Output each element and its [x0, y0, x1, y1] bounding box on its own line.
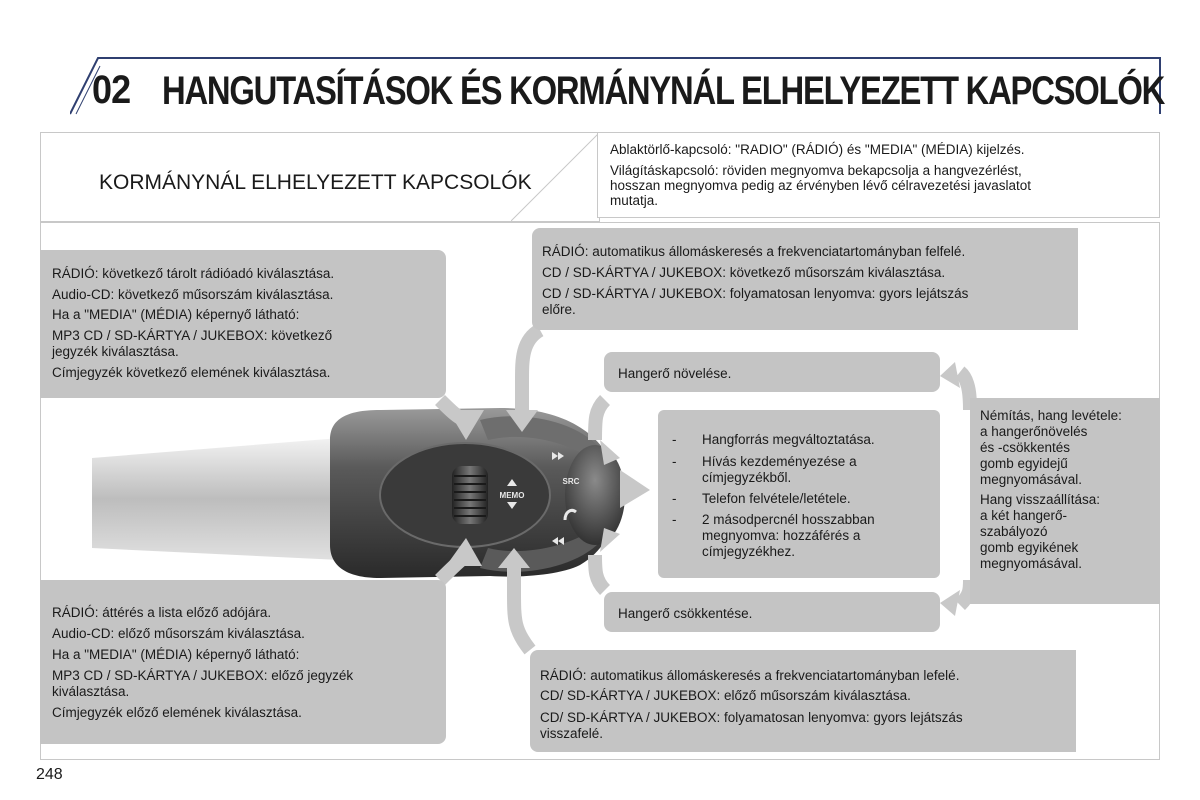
top-note-line: Ablaktörlő-kapcsoló: "RADIO" (RÁDIÓ) és "MEDIA" (MÉDIA) kijelzés. [610, 142, 1025, 157]
mute-info-box [970, 398, 1160, 604]
info-line: RÁDIÓ: automatikus állomáskeresés a frekvenciatartományban felfelé. [542, 244, 966, 259]
volume-up-label: Hangerő növelése. [618, 366, 732, 381]
page-number: 248 [36, 766, 63, 783]
src-phone-cap[interactable] [562, 445, 625, 545]
info-line: MP3 CD / SD-KÁRTYA / JUKEBOX: előző jegyzék [52, 668, 354, 683]
info-line: gomb egyikének [980, 540, 1079, 555]
info-line: CD / SD-KÁRTYA / JUKEBOX: folyamatosan lenyomva: gyors lejátszás [542, 286, 969, 301]
function-item: címjegyzékből. [702, 470, 792, 485]
function-item: Hangforrás megváltoztatása. [702, 432, 875, 447]
info-line: jegyzék kiválasztása. [52, 344, 179, 359]
top-note-line: hosszan megnyomva pedig az érvényben lévő célravezetési javaslatot [610, 178, 1031, 193]
info-line: megnyomásával. [980, 472, 1083, 487]
info-line: visszafelé. [540, 726, 604, 741]
info-line: RÁDIÓ: áttérés a lista előző adójára. [52, 605, 272, 620]
info-line: MP3 CD / SD-KÁRTYA / JUKEBOX: következő [52, 328, 333, 343]
src-label: SRC [562, 477, 580, 486]
info-line: a hangerőnövelés [980, 424, 1088, 439]
top-note-line: Világításkapcsoló: röviden megnyomva bekapcsolja a hangvezérlést, [610, 163, 1022, 178]
info-line: Audio-CD: következő műsorszám kiválasztása. [52, 287, 334, 302]
seek-down-info-box [530, 650, 1076, 752]
top-note-line: mutatja. [610, 193, 659, 208]
info-line: RÁDIÓ: automatikus állomáskeresés a frekvenciatartományban lefelé. [540, 668, 960, 683]
info-line: Hang visszaállítása: [980, 492, 1101, 507]
info-line: megnyomásával. [980, 556, 1083, 571]
list-dash: - [672, 491, 677, 506]
chapter-number: 02 [92, 68, 131, 112]
previous-info-box [40, 580, 446, 744]
seek-up-info-box [532, 228, 1078, 330]
memo-label: MEMO [499, 491, 525, 500]
arrow-to-cap [620, 470, 650, 508]
list-dash: - [672, 512, 677, 527]
page-title: HANGUTASÍTÁSOK ÉS KORMÁNYNÁL ELHELYEZETT KAPCSOLÓK [162, 69, 1165, 113]
info-line: CD / SD-KÁRTYA / JUKEBOX: következő műsorszám kiválasztása. [542, 265, 946, 280]
info-line: előre. [542, 302, 576, 317]
volume-down-box [604, 592, 940, 632]
list-dash: - [672, 432, 677, 447]
function-item: Telefon felvétele/letétele. [702, 491, 851, 506]
info-line: Audio-CD: előző műsorszám kiválasztása. [52, 626, 305, 641]
info-line: és -csökkentés [980, 440, 1071, 455]
volume-down-label: Hangerő csökkentése. [618, 606, 753, 621]
section-subtitle: KORMÁNYNÁL ELHELYEZETT KAPCSOLÓK [99, 171, 532, 194]
info-line: RÁDIÓ: következő tárolt rádióadó kiválasztása. [52, 266, 335, 281]
info-line: Címjegyzék következő elemének kiválasztása. [52, 365, 331, 380]
info-line: a két hangerő- [980, 508, 1068, 523]
info-line: gomb egyidejű [980, 456, 1068, 471]
info-line: kiválasztása. [52, 684, 130, 699]
function-item: címjegyzékhez. [702, 544, 796, 559]
arrow-mute-down [940, 590, 960, 616]
info-line: Címjegyzék előző elemének kiválasztása. [52, 705, 302, 720]
list-dash: - [672, 454, 677, 469]
function-item: megnyomva: hozzáférés a [702, 528, 861, 543]
stalk-shaft [92, 438, 340, 560]
arrow-mute-up [940, 362, 960, 388]
info-line: CD/ SD-KÁRTYA / JUKEBOX: folyamatosan lenyomva: gyors lejátszás [540, 710, 963, 725]
src-phone-info-box [658, 410, 940, 578]
function-item: Hívás kezdeményezése a [702, 454, 857, 469]
info-line: Ha a "MEDIA" (MÉDIA) képernyő látható: [52, 307, 300, 322]
volume-up-box [604, 352, 940, 392]
next-info-box [40, 250, 446, 398]
info-line: szabályozó [980, 524, 1048, 539]
function-item: 2 másodpercnél hosszabban [702, 512, 875, 527]
info-line: Ha a "MEDIA" (MÉDIA) képernyő látható: [52, 647, 300, 662]
info-line: CD/ SD-KÁRTYA / JUKEBOX: előző műsorszám kiválasztása. [540, 688, 911, 703]
info-line: Némítás, hang levétele: [980, 408, 1122, 423]
